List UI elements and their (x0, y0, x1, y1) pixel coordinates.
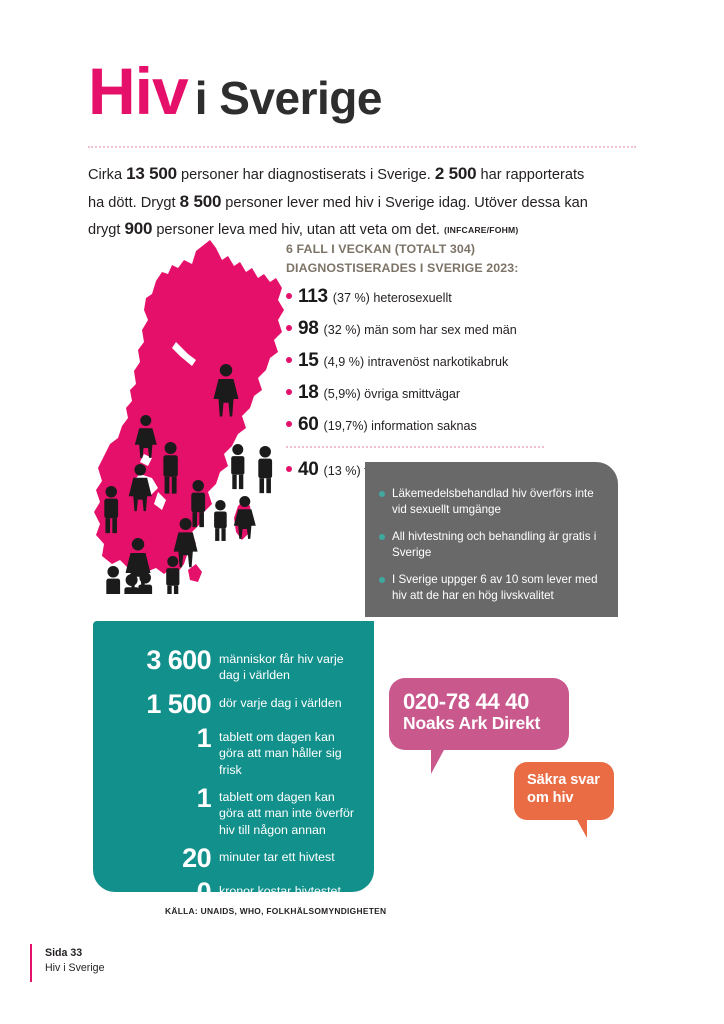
answers-bubble[interactable] (514, 762, 614, 820)
bullet-dot-icon (379, 491, 385, 497)
stat-item (286, 350, 616, 372)
footer-text (45, 944, 104, 982)
teal-fact-number: 1 (196, 782, 211, 813)
teal-fact-item (101, 722, 360, 778)
pictogram-male-7 (106, 566, 120, 594)
stat-item (286, 414, 616, 436)
stat-number: 15 (298, 349, 319, 371)
pictogram-male-8 (138, 572, 152, 594)
title-rest: i Sverige (194, 72, 382, 124)
bullet-dot-icon (286, 293, 292, 299)
intro-text-b: personer har diagnostiserats i Sverige. (176, 167, 435, 183)
stat-number: 18 (298, 381, 319, 403)
sweden-map (92, 238, 288, 594)
helpline-name: Noaks Ark Direkt (403, 713, 541, 734)
answers-bubble-line1: Säkra svar (527, 772, 600, 788)
stat-percent: (19,7%) (323, 418, 368, 433)
intro-text-d: personer lever med hiv i Sverige idag. Utöver dessa kan drygt (88, 194, 588, 239)
gray-fact-item (379, 572, 602, 604)
stat-percent: (37 %) (332, 290, 370, 305)
footer-accent-bar (30, 944, 32, 982)
stats-heading-line1: 6 FALL I VECKAN (TOTALT 304) (286, 242, 476, 256)
stats-panel (286, 240, 616, 491)
bullet-dot-icon (286, 466, 292, 472)
speech-tail-icon (576, 818, 587, 838)
teal-fact-text: tablett om dagen kan göra att man håller sig frisk (219, 729, 342, 777)
bullet-dot-icon (286, 421, 292, 427)
bullet-dot-icon (379, 577, 385, 583)
pictogram-male-5 (258, 446, 272, 493)
pictogram-male-4 (231, 444, 244, 489)
teal-fact-text: kronor kostar hivtestet (219, 884, 341, 898)
teal-fact-text: människor får hiv varje dag i världen (219, 652, 344, 683)
title-divider (88, 146, 636, 148)
intro-source: (INFCARE/FOHM) (444, 225, 519, 236)
pictogram-male-9 (124, 574, 138, 594)
stat-number: 60 (298, 413, 319, 435)
speech-tail-icon (431, 748, 445, 774)
stat-item (286, 286, 616, 308)
stat-number: 40 (298, 458, 319, 480)
gray-fact-text: I Sverige uppger 6 av 10 som lever med hiv att de har en hög livskvalitet (392, 572, 598, 602)
intro-number-1: 13 500 (126, 164, 177, 183)
stat-item (286, 382, 616, 404)
intro-text-a: Cirka (88, 167, 127, 183)
teal-fact-item (101, 688, 360, 719)
bullet-dot-icon (286, 325, 292, 331)
footer-page-number: Sida 33 (45, 947, 83, 959)
teal-fact-text: tablett om dagen kan göra att man inte överför hiv till någon annan (219, 789, 354, 837)
teal-fact-text: dör varje dag i världen (219, 695, 342, 710)
intro-number-4: 900 (124, 219, 153, 239)
stat-label: information saknas (371, 418, 477, 433)
bullet-dot-icon (286, 357, 292, 363)
stat-label: intravenöst narkotikabruk (367, 354, 509, 369)
intro-text-c: har rapporterats ha dött. Drygt (88, 167, 585, 211)
stat-item (286, 318, 616, 340)
footer-section-name: Hiv i Sverige (45, 962, 105, 975)
stat-percent: (13 %) (323, 463, 361, 478)
facts-box-gray (365, 462, 618, 617)
gray-fact-item (379, 486, 602, 518)
teal-fact-item (101, 879, 360, 906)
stat-percent: (4,9 %) (323, 354, 365, 369)
stat-percent: (5,9%) (323, 386, 361, 401)
facts-box-teal (93, 621, 374, 907)
teal-fact-number: 20 (182, 843, 211, 873)
answers-bubble-line2: om hiv (527, 789, 574, 806)
stat-number: 113 (298, 285, 328, 307)
teal-fact-number: 0 (196, 877, 211, 907)
page-title (88, 54, 382, 128)
teal-fact-item (101, 845, 360, 872)
stats-heading-line2: DIAGNOSTISERADES I SVERIGE 2023: (286, 260, 519, 275)
intro-number-2: 2 500 (434, 164, 477, 183)
bullet-dot-icon (379, 534, 385, 540)
stat-percent: (32 %) (323, 322, 361, 337)
title-highlight: Hiv (88, 54, 188, 128)
sweden-map-shape (94, 240, 284, 582)
gray-fact-text: Läkemedelsbehandlad hiv överförs inte vid sexuellt umgänge (392, 487, 594, 516)
page-footer (30, 944, 104, 982)
pictogram-male-10 (166, 556, 179, 594)
gray-fact-text: All hivtestning och behandling är gratis i Sverige (392, 529, 597, 559)
stats-heading (286, 240, 616, 278)
source-line: KÄLLA: UNAIDS, WHO, FOLKHÄLSOMYNDIGHETEN (165, 906, 387, 916)
helpline-bubble[interactable] (389, 678, 569, 750)
pictogram-male-6 (214, 500, 227, 541)
gray-fact-item (379, 529, 602, 561)
teal-fact-item (101, 782, 360, 838)
helpline-phone-number[interactable]: 020-78 44 40 (403, 689, 530, 714)
teal-fact-item (101, 647, 360, 684)
intro-paragraph (88, 160, 604, 243)
stat-number: 98 (298, 317, 319, 339)
intro-text-e: personer leva med hiv, utan att veta om det. (152, 222, 445, 239)
teal-fact-number: 3 600 (146, 645, 211, 675)
stat-label: heterosexuellt (373, 290, 452, 305)
teal-fact-text: minuter tar ett hivtest (219, 850, 335, 864)
stats-divider (286, 446, 544, 448)
teal-fact-number: 1 (196, 722, 211, 753)
stat-label: män som har sex med män (364, 322, 517, 337)
intro-number-3: 8 500 (179, 191, 222, 211)
teal-fact-number: 1 500 (146, 688, 211, 719)
bullet-dot-icon (286, 389, 292, 395)
stat-label: övriga smittvägar (364, 386, 461, 401)
